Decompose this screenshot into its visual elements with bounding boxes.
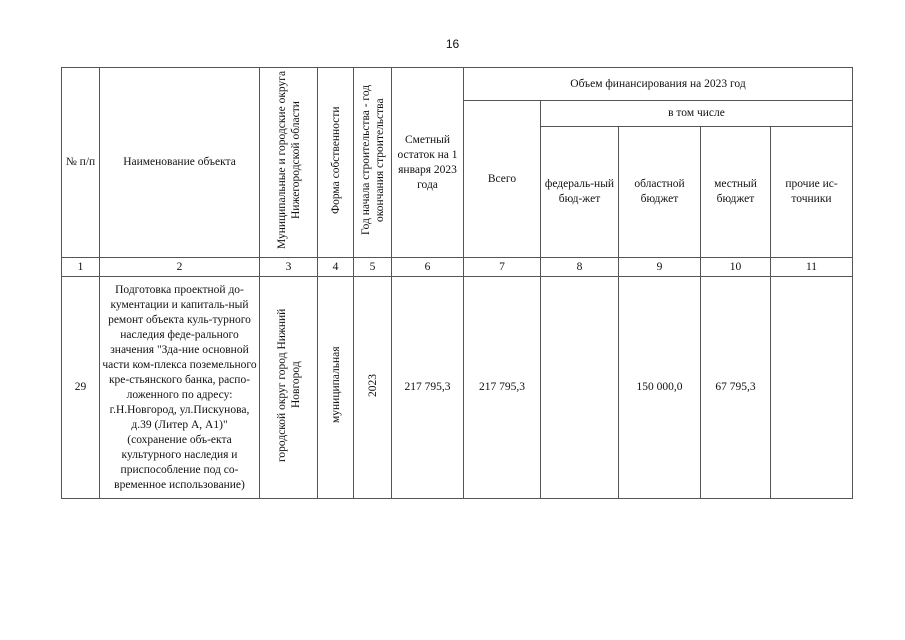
row-district: городской округ город Нижний Новгород	[260, 277, 318, 499]
row-local: 67 795,3	[701, 277, 771, 499]
column-number: 1	[62, 258, 100, 277]
row-ownership: муниципальная	[318, 277, 354, 499]
row-total: 217 795,3	[464, 277, 541, 499]
column-number: 4	[318, 258, 354, 277]
row-balance: 217 795,3	[392, 277, 464, 499]
column-number: 3	[260, 258, 318, 277]
column-number: 2	[100, 258, 260, 277]
column-number: 8	[541, 258, 619, 277]
column-number: 6	[392, 258, 464, 277]
header-ownership: Форма собственности	[318, 68, 354, 258]
row-regional: 150 000,0	[619, 277, 701, 499]
header-including: в том числе	[541, 101, 853, 127]
header-num: № п/п	[62, 68, 100, 258]
column-number: 5	[354, 258, 392, 277]
header-regional: областной бюджет	[619, 127, 701, 258]
header-total: Всего	[464, 101, 541, 258]
column-number: 7	[464, 258, 541, 277]
row-federal	[541, 277, 619, 499]
header-district: Муниципальные и городские округа Нижегородской области	[260, 68, 318, 258]
header-other: прочие ис-точники	[771, 127, 853, 258]
header-name: Наименование объекта	[100, 68, 260, 258]
header-federal: федераль-ный бюд-жет	[541, 127, 619, 258]
page-number: 16	[445, 37, 460, 51]
column-number: 11	[771, 258, 853, 277]
column-number: 9	[619, 258, 701, 277]
header-balance: Сметный остаток на 1 января 2023 года	[392, 68, 464, 258]
header-funding: Объем финансирования на 2023 год	[464, 68, 853, 101]
row-num: 29	[62, 277, 100, 499]
financing-table	[61, 67, 853, 499]
row-years: 2023	[354, 277, 392, 499]
header-local: местный бюджет	[701, 127, 771, 258]
row-other	[771, 277, 853, 499]
row-object-name: Подготовка проектной до-кументации и капиталь-ный ремонт объекта куль-турного наследия феде-рального значения "Зда-ние основной части ком-плекса поземельного кре-стьянского банка, распо-ложенного по адресу: г.Н.Новгород, ул.Пискунова, д.39 (Литер А, А1)" (сохранение объ-екта культурного наследия и приспособление под со-временное использование)	[100, 277, 260, 499]
column-number: 10	[701, 258, 771, 277]
table-row	[62, 277, 853, 499]
header-years: Год начала строительства - год окончания строительства	[354, 68, 392, 258]
